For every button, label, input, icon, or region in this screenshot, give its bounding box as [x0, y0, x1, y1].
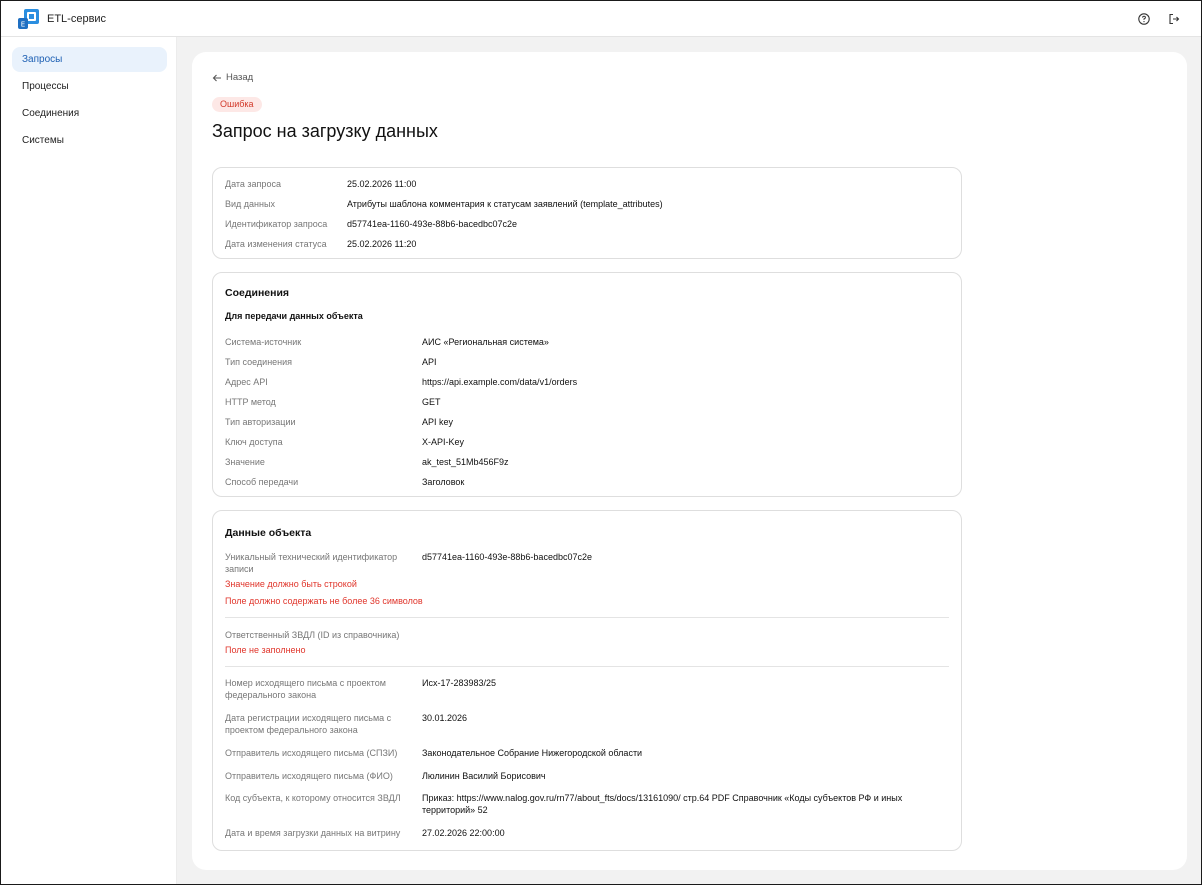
- letter-number-value: Исх-17-283983/25: [422, 678, 497, 688]
- api-address-value: https://api.example.com/data/v1/orders: [422, 377, 578, 387]
- source-system-value: АИС «Региональная система»: [422, 337, 549, 347]
- transfer-method-value: Заголовок: [422, 477, 465, 487]
- connection-type-value: API: [422, 357, 437, 367]
- uid-error-length: Поле должно содержать не более 36 символов: [225, 596, 423, 606]
- data-type-label: Вид данных: [225, 199, 275, 209]
- load-datetime-value: 27.02.2026 22:00:00: [422, 828, 505, 838]
- help-icon[interactable]: [1137, 12, 1151, 26]
- uid-error-type: Значение должно быть строкой: [225, 579, 357, 589]
- svg-text:E: E: [20, 20, 26, 29]
- responsible-label: Ответственный ЗВДЛ (ID из справочника): [225, 630, 400, 640]
- key-value-value: ak_test_51Mb456F9z: [422, 457, 509, 467]
- uid-value: d57741ea-1160-493e-88b6-bacedbc07c2e: [422, 552, 592, 562]
- summary-card: [212, 167, 962, 259]
- data-type-value: Атрибуты шаблона комментария к статусам заявлений (template_attributes): [347, 199, 663, 209]
- sidebar-item-processes[interactable]: Процессы: [22, 81, 69, 92]
- connection-type-label: Тип соединения: [225, 357, 293, 367]
- api-address-label: Адрес API: [225, 377, 268, 387]
- connections-subtitle: Для передачи данных объекта: [225, 311, 363, 321]
- responsible-error: Поле не заполнено: [225, 645, 306, 655]
- sidebar-item-systems[interactable]: Системы: [22, 135, 64, 146]
- object-data-title: Данные объекта: [225, 527, 312, 539]
- back-label: Назад: [226, 72, 254, 83]
- key-value-label: Значение: [225, 457, 265, 467]
- etl-logo-icon: [17, 8, 41, 30]
- subject-code-value-line2: территорий» 52: [422, 805, 488, 815]
- load-datetime-label: Дата и время загрузки данных на витрину: [225, 828, 401, 838]
- back-link[interactable]: [212, 72, 253, 83]
- access-key-label: Ключ доступа: [225, 437, 283, 447]
- sidebar-item-connections[interactable]: Соединения: [22, 108, 80, 119]
- divider: [225, 666, 949, 667]
- page-title: Запрос на загрузку данных: [212, 121, 438, 141]
- request-date-value: 25.02.2026 11:00: [347, 179, 417, 189]
- request-id-value: d57741ea-1160-493e-88b6-bacedbc07c2e: [347, 219, 517, 229]
- sidebar-item-requests[interactable]: Запросы: [12, 47, 167, 72]
- reg-date-value: 30.01.2026: [422, 713, 468, 723]
- sender-org-label: Отправитель исходящего письма (СПЗИ): [225, 748, 398, 758]
- transfer-method-label: Способ передачи: [225, 477, 299, 487]
- reg-date-label-line2: проектом федерального закона: [225, 725, 358, 735]
- uid-label-line2: записи: [225, 564, 254, 574]
- request-id-label: Идентификатор запроса: [225, 219, 328, 229]
- object-data-card: [212, 510, 962, 851]
- connections-title: Соединения: [225, 287, 290, 299]
- status-badge: Ошибка: [212, 97, 262, 112]
- sender-person-value: Люлинин Василий Борисович: [422, 771, 546, 781]
- auth-type-value: API key: [422, 417, 454, 427]
- divider: [225, 617, 949, 618]
- status-date-value: 25.02.2026 11:20: [347, 239, 417, 249]
- letter-number-label-line1: Номер исходящего письма с проектом: [225, 678, 386, 688]
- source-system-label: Система-источник: [225, 337, 302, 347]
- subject-code-value-line1: Приказ: https://www.nalog.gov.ru/rn77/about_fts/docs/13161090/ стр.64 PDF Справочник «Коды субъектов РФ и иных: [422, 793, 903, 803]
- sender-person-label: Отправитель исходящего письма (ФИО): [225, 771, 393, 781]
- letter-number-label-line2: федерального закона: [225, 690, 317, 700]
- uid-label-line1: Уникальный технический идентификатор: [225, 552, 398, 562]
- request-date-label: Дата запроса: [225, 179, 281, 189]
- auth-type-label: Тип авторизации: [225, 417, 296, 427]
- logout-icon[interactable]: [1167, 12, 1181, 26]
- app-title: ETL-сервис: [47, 13, 107, 25]
- reg-date-label-line1: Дата регистрации исходящего письма с: [225, 713, 392, 723]
- sender-org-value: Законодательное Собрание Нижегородской области: [422, 748, 643, 758]
- http-method-label: HTTP метод: [225, 397, 276, 407]
- main-panel: [192, 52, 1187, 870]
- connections-card: [212, 272, 962, 497]
- sidebar: [1, 37, 177, 885]
- subject-code-label: Код субъекта, к которому относится ЗВДЛ: [225, 793, 401, 803]
- http-method-value: GET: [422, 397, 441, 407]
- status-date-label: Дата изменения статуса: [225, 239, 327, 249]
- arrow-left-icon: [212, 73, 222, 83]
- access-key-value: X-API-Key: [422, 437, 465, 447]
- top-bar: [1, 1, 1201, 37]
